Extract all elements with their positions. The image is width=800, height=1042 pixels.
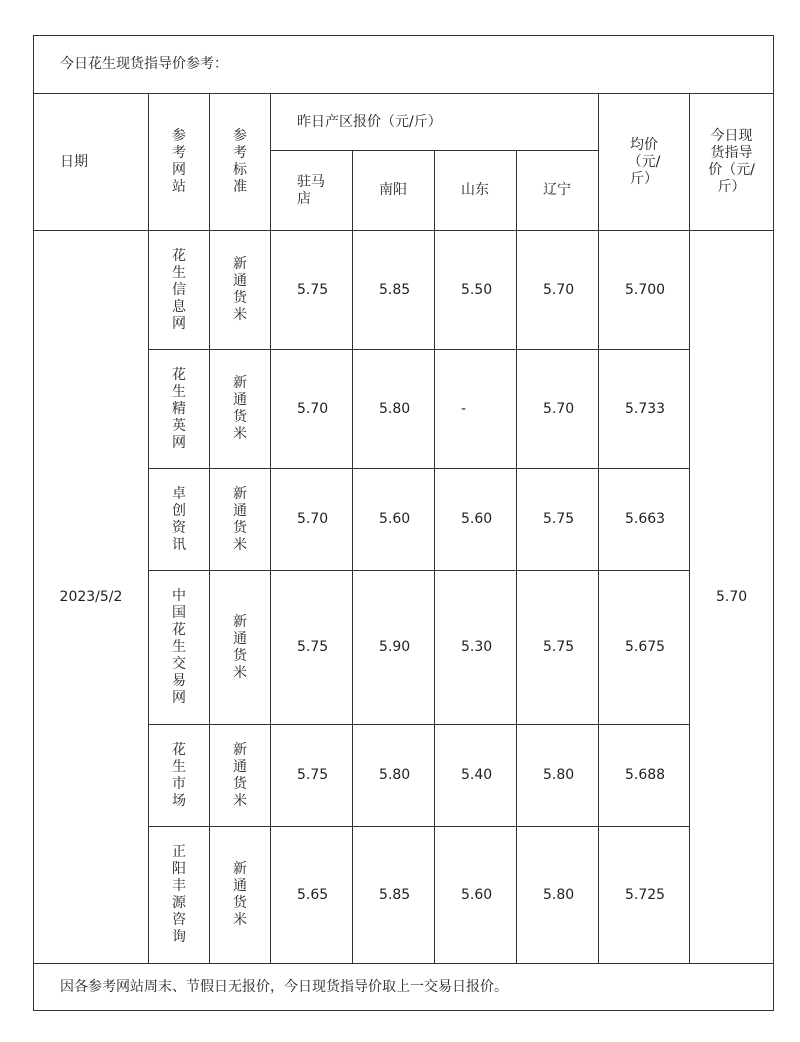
price-shandong: 5.60 (435, 469, 517, 571)
header-row-1 (34, 94, 774, 151)
price-table (33, 35, 774, 1011)
header-region-nanyang: 南阳 (353, 151, 435, 231)
avg-price: 5.675 (599, 571, 690, 725)
avg-price: 5.733 (599, 350, 690, 469)
standard-cell: 新通货米 (210, 350, 271, 469)
price-nanyang: 5.90 (353, 571, 435, 725)
header-today: 今日现货指导价（元/斤） (690, 94, 774, 231)
site-cell: 花生精英网 (149, 350, 210, 469)
header-site: 参考网站 (149, 94, 210, 231)
price-shandong: 5.30 (435, 571, 517, 725)
price-liaoning: 5.70 (517, 350, 599, 469)
price-liaoning: 5.75 (517, 571, 599, 725)
site-cell: 花生信息网 (149, 231, 210, 350)
price-nanyang: 5.85 (353, 827, 435, 964)
price-zhumadian: 5.75 (271, 231, 353, 350)
price-zhumadian: 5.70 (271, 350, 353, 469)
header-yesterday: 昨日产区报价（元/斤） (271, 94, 599, 151)
price-zhumadian: 5.75 (271, 725, 353, 827)
avg-price: 5.663 (599, 469, 690, 571)
price-liaoning: 5.75 (517, 469, 599, 571)
table-title: 今日花生现货指导价参考： (34, 36, 774, 94)
avg-price: 5.688 (599, 725, 690, 827)
standard-cell: 新通货米 (210, 469, 271, 571)
price-zhumadian: 5.70 (271, 469, 353, 571)
site-cell: 正阳丰源咨询 (149, 827, 210, 964)
header-standard: 参考标准 (210, 94, 271, 231)
header-region-liaoning: 辽宁 (517, 151, 599, 231)
price-nanyang: 5.85 (353, 231, 435, 350)
avg-price: 5.725 (599, 827, 690, 964)
standard-cell: 新通货米 (210, 571, 271, 725)
price-nanyang: 5.80 (353, 350, 435, 469)
note-row (34, 964, 774, 1011)
price-shandong: - (435, 350, 517, 469)
table-note: 因各参考网站周末、节假日无报价，今日现货指导价取上一交易日报价。 (34, 964, 774, 1011)
price-liaoning: 5.70 (517, 231, 599, 350)
price-nanyang: 5.60 (353, 469, 435, 571)
price-zhumadian: 5.65 (271, 827, 353, 964)
price-liaoning: 5.80 (517, 827, 599, 964)
price-liaoning: 5.80 (517, 725, 599, 827)
price-shandong: 5.60 (435, 827, 517, 964)
avg-price: 5.700 (599, 231, 690, 350)
price-shandong: 5.40 (435, 725, 517, 827)
header-date: 日期 (34, 94, 149, 231)
standard-cell: 新通货米 (210, 827, 271, 964)
standard-cell: 新通货米 (210, 231, 271, 350)
header-region-zhumadian: 驻马店 (271, 151, 353, 231)
site-cell: 卓创资讯 (149, 469, 210, 571)
header-region-shandong: 山东 (435, 151, 517, 231)
header-avg: 均价（元/斤） (599, 94, 690, 231)
table-row (34, 231, 774, 350)
site-cell: 花生市场 (149, 725, 210, 827)
title-row (34, 36, 774, 94)
price-zhumadian: 5.75 (271, 571, 353, 725)
date-cell: 2023/5/2 (34, 231, 149, 964)
price-nanyang: 5.80 (353, 725, 435, 827)
price-shandong: 5.50 (435, 231, 517, 350)
standard-cell: 新通货米 (210, 725, 271, 827)
site-cell: 中国花生交易网 (149, 571, 210, 725)
today-price: 5.70 (690, 231, 774, 964)
